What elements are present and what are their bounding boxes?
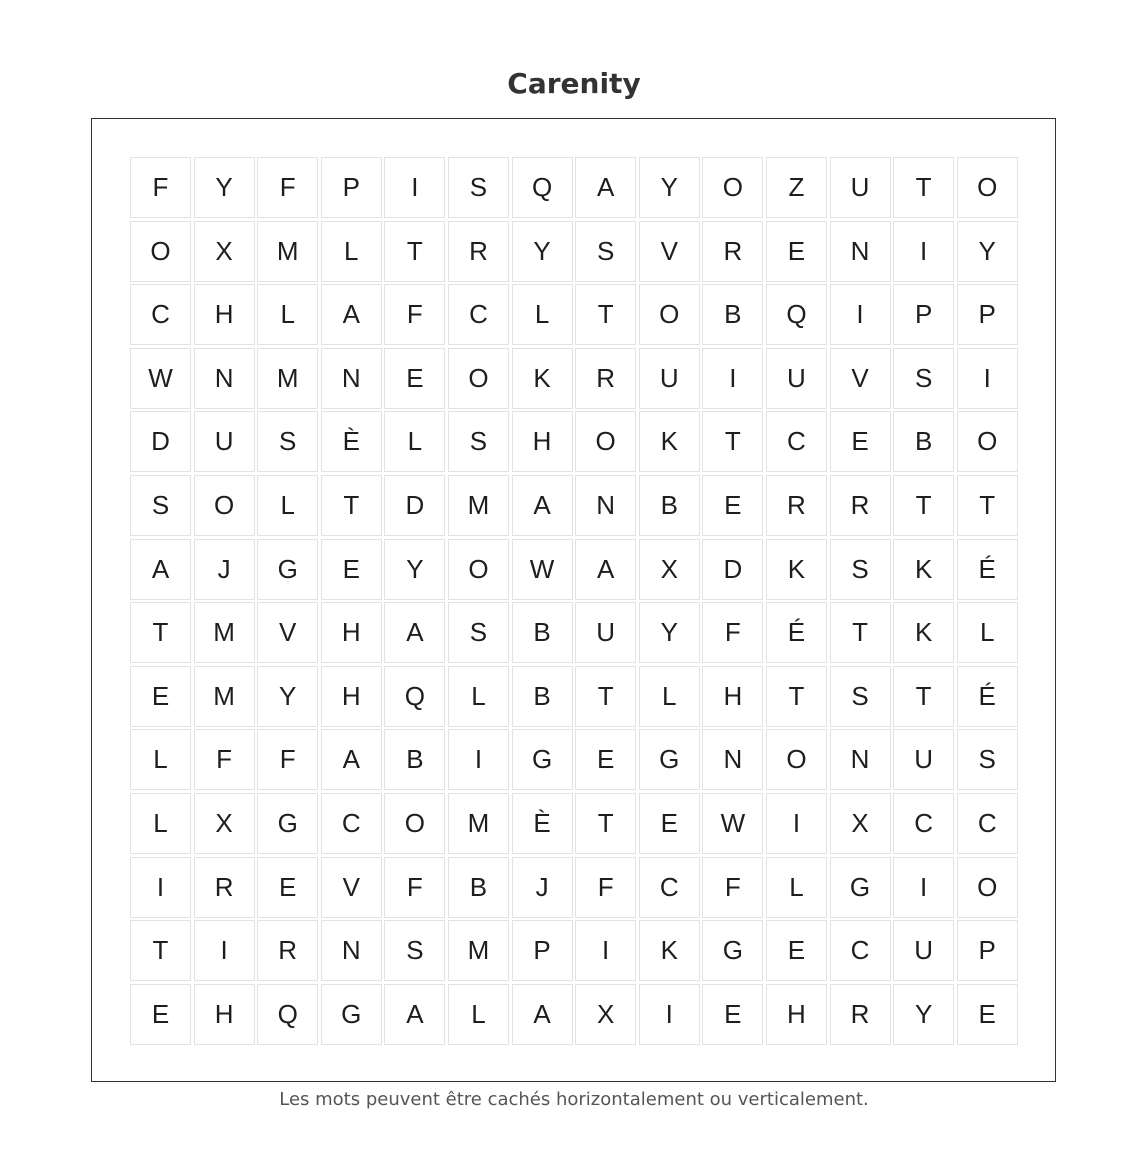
grid-cell[interactable]: A (512, 475, 573, 536)
grid-cell[interactable]: T (957, 475, 1018, 536)
grid-cell[interactable]: I (702, 348, 763, 409)
grid-cell[interactable]: A (321, 729, 382, 790)
grid-cell[interactable]: B (639, 475, 700, 536)
grid-cell[interactable]: V (321, 857, 382, 918)
grid-cell[interactable]: X (830, 793, 891, 854)
grid-cell[interactable]: U (575, 602, 636, 663)
grid-cell[interactable]: A (575, 539, 636, 600)
grid-cell[interactable]: I (130, 857, 191, 918)
grid-cell[interactable]: É (957, 539, 1018, 600)
grid-cell[interactable]: F (575, 857, 636, 918)
grid-cell[interactable]: V (830, 348, 891, 409)
grid-cell[interactable]: F (384, 857, 445, 918)
grid-cell[interactable]: O (448, 539, 509, 600)
grid-cell[interactable]: K (639, 411, 700, 472)
grid-cell[interactable]: W (130, 348, 191, 409)
grid-cell[interactable]: C (448, 284, 509, 345)
grid-cell[interactable]: T (893, 666, 954, 727)
grid-cell[interactable]: I (766, 793, 827, 854)
grid-cell[interactable]: È (321, 411, 382, 472)
grid-cell[interactable]: J (194, 539, 255, 600)
grid-cell[interactable]: K (639, 920, 700, 981)
grid-cell[interactable]: O (766, 729, 827, 790)
grid-cell[interactable]: Q (384, 666, 445, 727)
grid-cell[interactable]: E (830, 411, 891, 472)
grid-cell[interactable]: I (893, 221, 954, 282)
grid-cell[interactable]: D (130, 411, 191, 472)
grid-cell[interactable]: A (130, 539, 191, 600)
grid-cell[interactable]: O (702, 157, 763, 218)
grid-cell[interactable]: G (257, 539, 318, 600)
grid-cell[interactable]: U (893, 920, 954, 981)
grid-cell[interactable]: Y (512, 221, 573, 282)
grid-cell[interactable]: E (639, 793, 700, 854)
grid-cell[interactable]: H (702, 666, 763, 727)
grid-cell[interactable]: C (957, 793, 1018, 854)
grid-cell[interactable]: R (257, 920, 318, 981)
grid-cell[interactable]: M (194, 602, 255, 663)
word-search-board (91, 118, 1056, 1082)
grid-cell[interactable]: H (512, 411, 573, 472)
grid-cell[interactable]: N (321, 920, 382, 981)
grid-cell[interactable]: R (830, 984, 891, 1045)
grid-cell[interactable]: P (957, 284, 1018, 345)
grid-cell[interactable]: X (639, 539, 700, 600)
grid-cell[interactable]: H (194, 984, 255, 1045)
grid-cell[interactable]: Q (512, 157, 573, 218)
grid-cell[interactable]: A (512, 984, 573, 1045)
grid-cell[interactable]: E (957, 984, 1018, 1045)
grid-cell[interactable]: X (194, 793, 255, 854)
grid-cell[interactable]: U (830, 157, 891, 218)
grid-cell[interactable]: I (194, 920, 255, 981)
grid-cell[interactable]: R (194, 857, 255, 918)
grid-cell[interactable]: C (639, 857, 700, 918)
grid-cell[interactable]: T (321, 475, 382, 536)
grid-cell[interactable]: O (575, 411, 636, 472)
grid-cell[interactable]: T (575, 284, 636, 345)
grid-cell[interactable]: O (384, 793, 445, 854)
grid-cell[interactable]: R (830, 475, 891, 536)
grid-cell[interactable]: S (893, 348, 954, 409)
grid-cell[interactable]: T (575, 666, 636, 727)
grid-cell[interactable]: T (130, 602, 191, 663)
grid-cell[interactable]: K (766, 539, 827, 600)
instructions-note: Les mots peuvent être cachés horizontalement ou verticalement. (279, 1089, 869, 1110)
grid-cell[interactable]: Q (257, 984, 318, 1045)
grid-cell[interactable]: B (512, 602, 573, 663)
grid-cell[interactable]: S (130, 475, 191, 536)
grid-cell[interactable]: T (766, 666, 827, 727)
grid-cell[interactable]: F (257, 157, 318, 218)
grid-cell[interactable]: M (257, 348, 318, 409)
grid-cell[interactable]: I (893, 857, 954, 918)
grid-cell[interactable]: B (448, 857, 509, 918)
grid-cell[interactable]: G (639, 729, 700, 790)
grid-cell[interactable]: T (830, 602, 891, 663)
grid-cell[interactable]: E (130, 984, 191, 1045)
grid-cell[interactable]: L (321, 221, 382, 282)
grid-cell[interactable]: S (830, 666, 891, 727)
grid-cell[interactable]: O (448, 348, 509, 409)
grid-cell[interactable]: L (766, 857, 827, 918)
grid-cell[interactable]: L (957, 602, 1018, 663)
grid-cell[interactable]: F (702, 857, 763, 918)
grid-cell[interactable]: C (321, 793, 382, 854)
grid-cell[interactable]: M (448, 793, 509, 854)
grid-cell[interactable]: S (575, 221, 636, 282)
grid-cell[interactable]: W (702, 793, 763, 854)
grid-cell[interactable]: U (766, 348, 827, 409)
grid-cell[interactable]: P (321, 157, 382, 218)
grid-cell[interactable]: T (702, 411, 763, 472)
grid-cell[interactable]: S (448, 411, 509, 472)
grid-cell[interactable]: D (384, 475, 445, 536)
grid-cell[interactable]: L (639, 666, 700, 727)
grid-cell[interactable]: N (194, 348, 255, 409)
grid-cell[interactable]: K (893, 602, 954, 663)
grid-cell[interactable]: F (384, 284, 445, 345)
grid-cell[interactable]: G (257, 793, 318, 854)
grid-cell[interactable]: K (893, 539, 954, 600)
grid-cell[interactable]: C (830, 920, 891, 981)
grid-cell[interactable]: E (766, 221, 827, 282)
grid-cell[interactable]: V (257, 602, 318, 663)
grid-cell[interactable]: Y (384, 539, 445, 600)
grid-cell[interactable]: S (957, 729, 1018, 790)
grid-cell[interactable]: L (448, 984, 509, 1045)
grid-cell[interactable]: C (766, 411, 827, 472)
grid-cell[interactable]: E (766, 920, 827, 981)
grid-cell[interactable]: F (130, 157, 191, 218)
grid-cell[interactable]: H (321, 602, 382, 663)
grid-cell[interactable]: Y (639, 157, 700, 218)
grid-cell[interactable]: L (130, 793, 191, 854)
grid-cell[interactable]: G (830, 857, 891, 918)
grid-cell[interactable]: L (257, 475, 318, 536)
grid-cell[interactable]: H (321, 666, 382, 727)
grid-cell[interactable]: A (384, 602, 445, 663)
grid-cell[interactable]: E (702, 475, 763, 536)
grid-cell[interactable]: O (957, 857, 1018, 918)
grid-cell[interactable]: U (194, 411, 255, 472)
grid-cell[interactable]: E (257, 857, 318, 918)
grid-cell[interactable]: B (384, 729, 445, 790)
grid-cell[interactable]: A (321, 284, 382, 345)
grid-cell[interactable]: O (639, 284, 700, 345)
grid-cell[interactable]: N (830, 221, 891, 282)
grid-cell[interactable]: V (639, 221, 700, 282)
grid-cell[interactable]: S (448, 157, 509, 218)
grid-cell[interactable]: L (448, 666, 509, 727)
grid-cell[interactable]: S (257, 411, 318, 472)
grid-cell[interactable]: T (130, 920, 191, 981)
grid-cell[interactable]: E (130, 666, 191, 727)
grid-cell[interactable]: É (766, 602, 827, 663)
grid-cell[interactable]: L (512, 284, 573, 345)
grid-cell[interactable]: M (257, 221, 318, 282)
grid-cell[interactable]: L (130, 729, 191, 790)
grid-cell[interactable]: M (448, 475, 509, 536)
grid-cell[interactable]: M (448, 920, 509, 981)
grid-cell[interactable]: H (194, 284, 255, 345)
grid-cell[interactable]: O (194, 475, 255, 536)
grid-cell[interactable]: U (893, 729, 954, 790)
grid-cell[interactable]: R (702, 221, 763, 282)
grid-cell[interactable]: U (639, 348, 700, 409)
grid-cell[interactable]: E (384, 348, 445, 409)
grid-cell[interactable]: E (321, 539, 382, 600)
grid-cell[interactable]: D (702, 539, 763, 600)
grid-cell[interactable]: Y (639, 602, 700, 663)
grid-cell[interactable]: I (830, 284, 891, 345)
grid-cell[interactable]: I (384, 157, 445, 218)
grid-cell[interactable]: Y (194, 157, 255, 218)
grid-cell[interactable]: O (957, 157, 1018, 218)
grid-cell[interactable]: B (893, 411, 954, 472)
grid-cell[interactable]: I (448, 729, 509, 790)
grid-cell[interactable]: T (893, 475, 954, 536)
grid-cell[interactable]: T (893, 157, 954, 218)
grid-cell[interactable]: Y (257, 666, 318, 727)
grid-cell[interactable]: G (512, 729, 573, 790)
grid-cell[interactable]: W (512, 539, 573, 600)
grid-cell[interactable]: T (384, 221, 445, 282)
grid-cell[interactable]: X (575, 984, 636, 1045)
grid-cell[interactable]: B (512, 666, 573, 727)
grid-cell[interactable]: E (575, 729, 636, 790)
page-title: Carenity (507, 67, 641, 100)
grid-cell[interactable]: R (448, 221, 509, 282)
grid-cell[interactable]: P (893, 284, 954, 345)
grid-cell[interactable]: O (957, 411, 1018, 472)
grid-cell[interactable]: C (893, 793, 954, 854)
grid-cell[interactable]: T (575, 793, 636, 854)
grid-cell[interactable]: G (702, 920, 763, 981)
grid-cell[interactable]: B (702, 284, 763, 345)
grid-cell[interactable]: L (384, 411, 445, 472)
grid-cell[interactable]: G (321, 984, 382, 1045)
grid-cell[interactable]: N (575, 475, 636, 536)
grid-cell[interactable]: I (639, 984, 700, 1045)
grid-cell[interactable]: J (512, 857, 573, 918)
grid-cell[interactable]: I (957, 348, 1018, 409)
letter-grid (130, 157, 1018, 1045)
grid-cell[interactable]: R (575, 348, 636, 409)
grid-cell[interactable]: P (957, 920, 1018, 981)
grid-cell[interactable]: S (830, 539, 891, 600)
grid-cell[interactable]: O (130, 221, 191, 282)
grid-cell[interactable]: Y (957, 221, 1018, 282)
grid-cell[interactable]: F (702, 602, 763, 663)
grid-cell[interactable]: C (130, 284, 191, 345)
grid-cell[interactable]: L (257, 284, 318, 345)
grid-cell[interactable]: È (512, 793, 573, 854)
grid-cell[interactable]: A (575, 157, 636, 218)
grid-cell[interactable]: P (512, 920, 573, 981)
grid-cell[interactable]: N (830, 729, 891, 790)
grid-cell[interactable]: E (702, 984, 763, 1045)
grid-cell[interactable]: N (321, 348, 382, 409)
grid-cell[interactable]: Z (766, 157, 827, 218)
grid-cell[interactable]: S (384, 920, 445, 981)
grid-cell[interactable]: É (957, 666, 1018, 727)
grid-cell[interactable]: N (702, 729, 763, 790)
grid-cell[interactable]: M (194, 666, 255, 727)
grid-cell[interactable]: K (512, 348, 573, 409)
grid-cell[interactable]: F (257, 729, 318, 790)
grid-cell[interactable]: I (575, 920, 636, 981)
grid-cell[interactable]: Q (766, 284, 827, 345)
grid-cell[interactable]: X (194, 221, 255, 282)
grid-cell[interactable]: R (766, 475, 827, 536)
grid-cell[interactable]: S (448, 602, 509, 663)
grid-cell[interactable]: F (194, 729, 255, 790)
grid-cell[interactable]: A (384, 984, 445, 1045)
grid-cell[interactable]: H (766, 984, 827, 1045)
grid-cell[interactable]: Y (893, 984, 954, 1045)
